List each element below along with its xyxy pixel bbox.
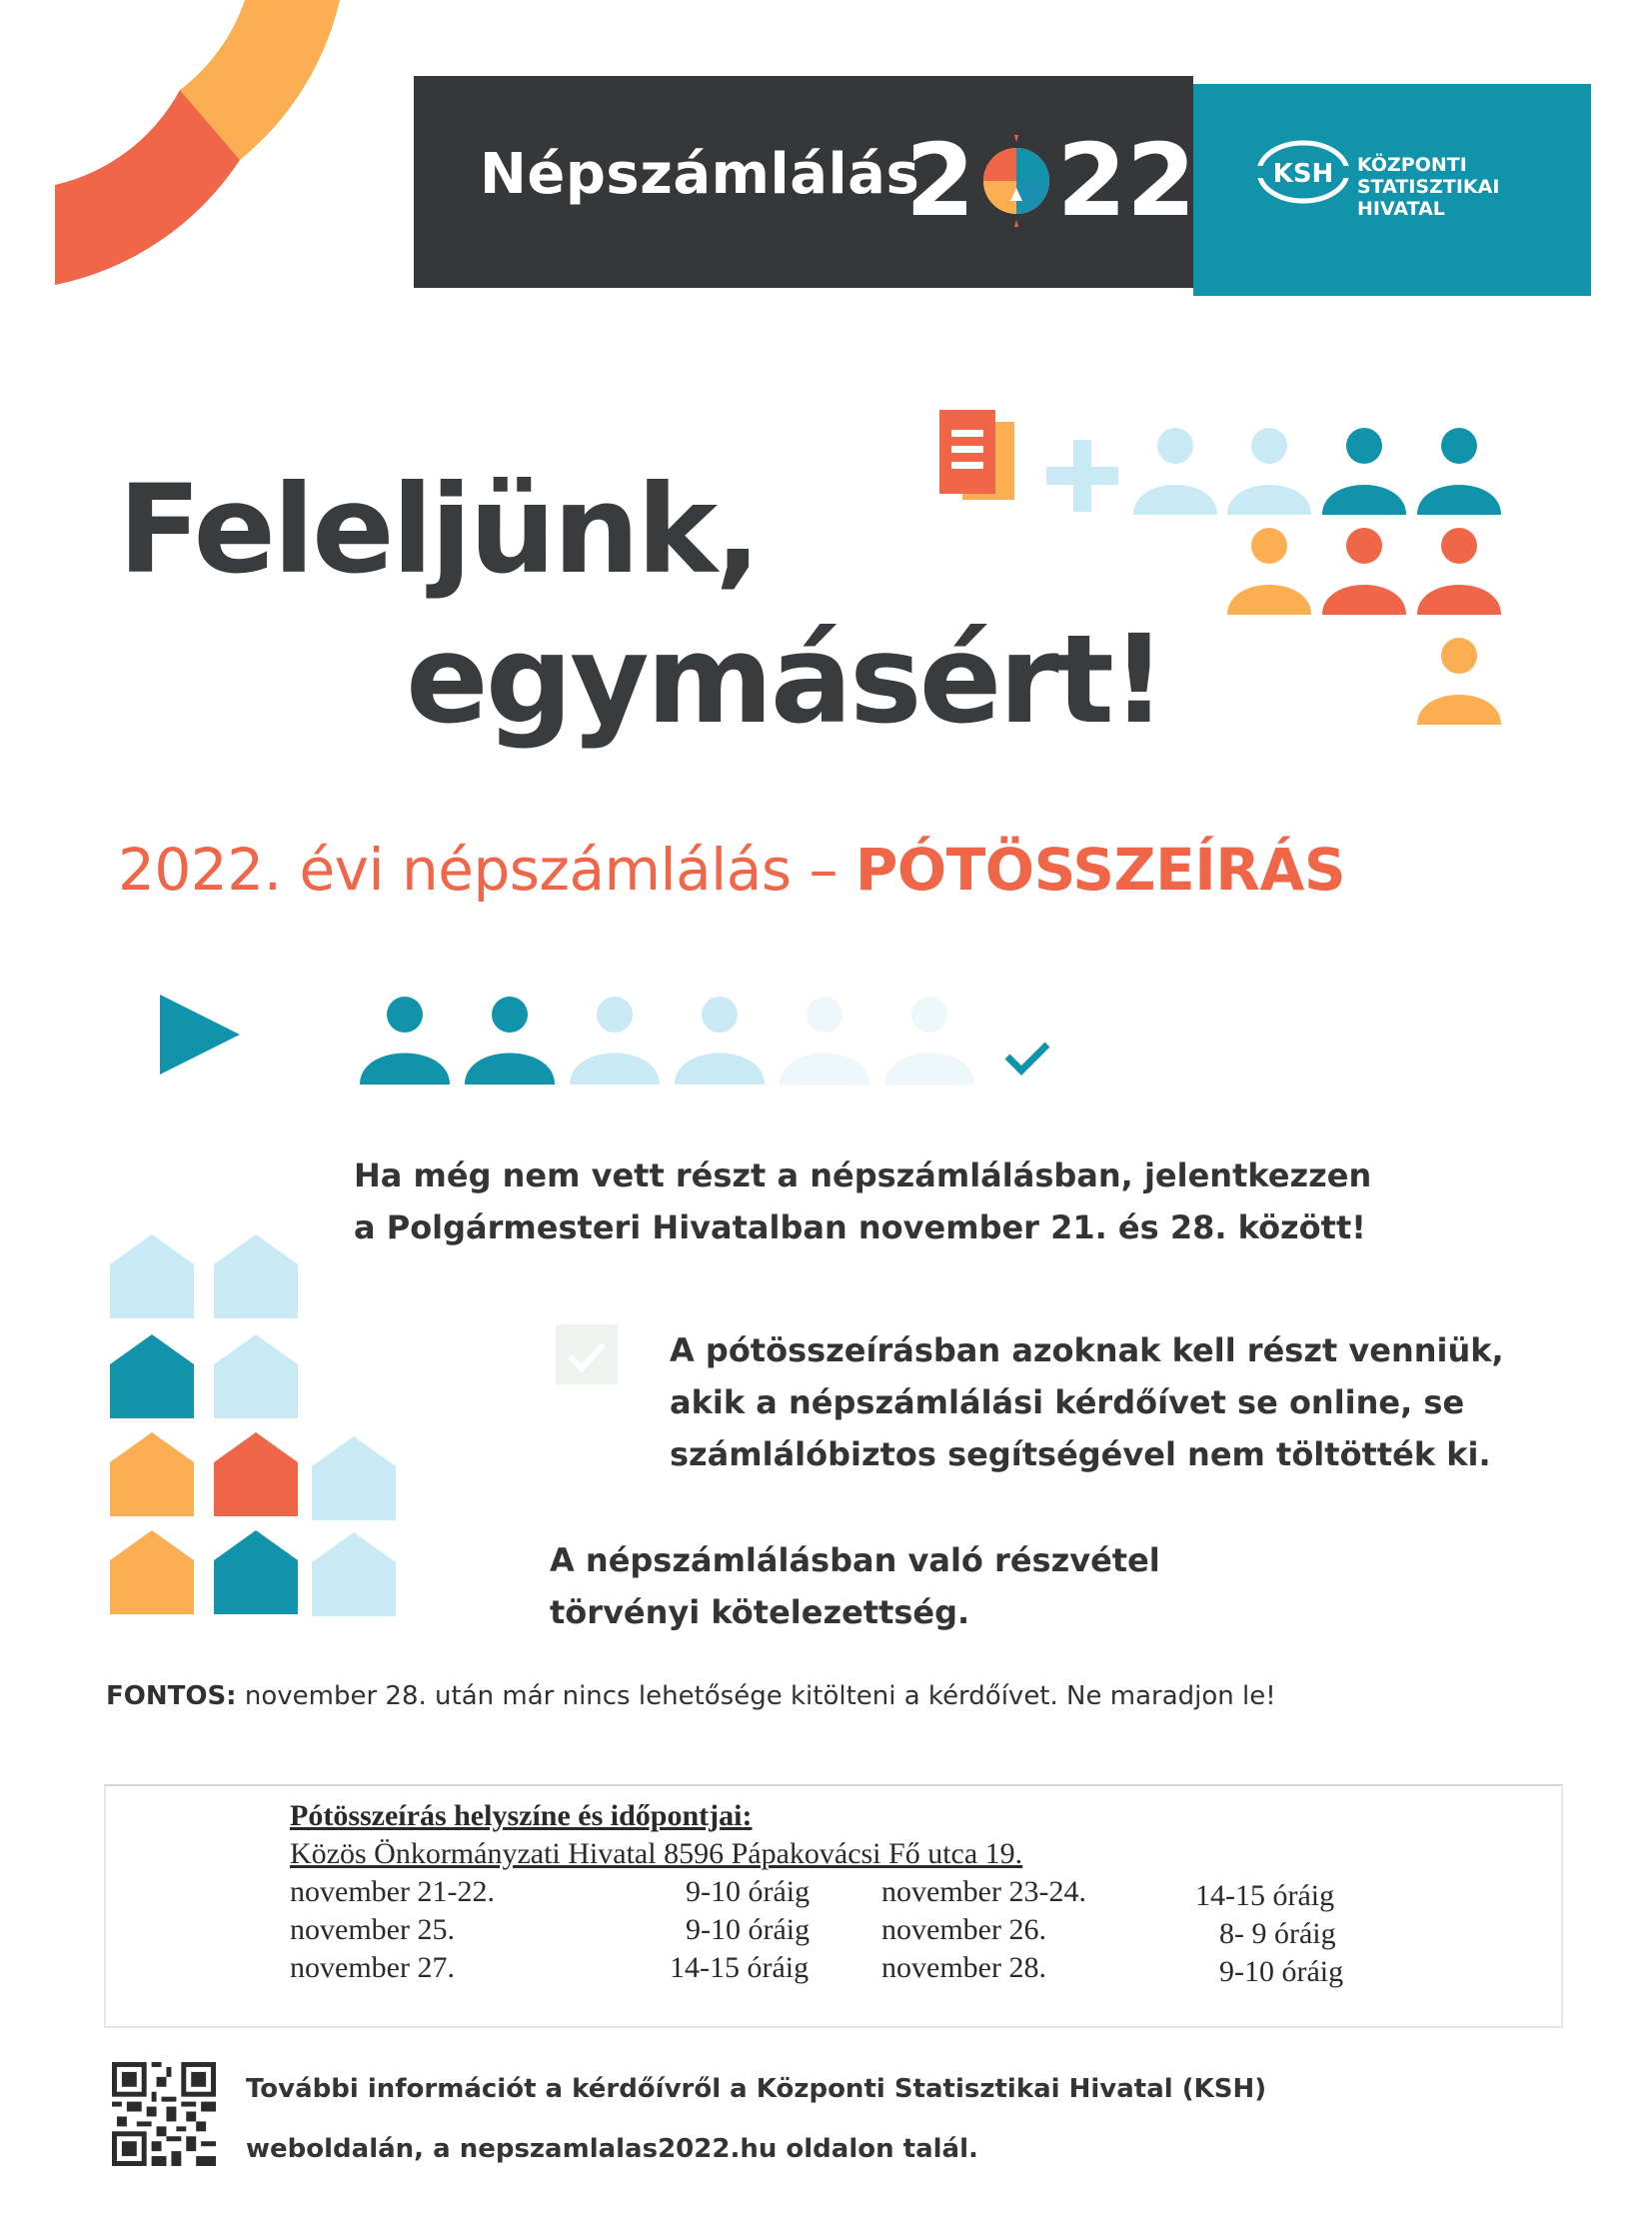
progress-illustration — [150, 985, 1069, 1095]
footer-line2-post: oldalon talál. — [777, 2134, 978, 2164]
ksh-logo — [1255, 140, 1351, 204]
subtitle — [118, 836, 1345, 904]
schedule-day: november 28. — [881, 1951, 1046, 1984]
footer-line2 — [246, 2119, 1266, 2179]
headline-line1: Feleljünk, — [118, 459, 759, 601]
intro-line: a Polgármesteri Hivatalban november 21. és 28. között! — [354, 1208, 1366, 1246]
important-label: FONTOS: — [106, 1681, 237, 1711]
footer-line2-pre: weboldalán, a — [246, 2134, 460, 2164]
house-icon — [214, 1334, 298, 1418]
ksh-name — [1357, 154, 1499, 220]
ksh-logo-abbr: KSH — [1272, 159, 1334, 189]
schedule-day: november 25. — [290, 1913, 455, 1946]
house-icon — [312, 1436, 396, 1520]
schedule-time: 9-10 óráig — [686, 1875, 811, 1908]
schedule-day: november 21-22. — [290, 1875, 495, 1908]
person-icon — [465, 997, 555, 1085]
ksh-name-line: HIVATAL — [1357, 198, 1445, 220]
subtitle-highlight: PÓTÖSSZEÍRÁS — [854, 836, 1346, 904]
corner-arc-decoration — [0, 0, 360, 300]
obligation-line: törvényi kötelezettség. — [550, 1593, 970, 1631]
pie-zero-icon — [979, 131, 1053, 231]
schedule-title: Pótösszeírás helyszíne és időpontjai: — [290, 1799, 753, 1832]
banner-year — [905, 122, 1196, 239]
headline — [118, 455, 1164, 755]
intro-paragraph — [354, 1149, 1371, 1253]
intro-line: Ha még nem vett részt a népszámlálásban, jelentkezzen — [354, 1156, 1372, 1194]
headline-line2: egymásért! — [406, 609, 1164, 751]
qr-code — [112, 2062, 216, 2166]
footer-line: További információt a kérdőívről a Központi Statisztikai Hivatal (KSH) — [246, 2074, 1267, 2104]
person-icon — [360, 997, 450, 1085]
person-icon-row2 — [1227, 528, 1501, 615]
obligation-paragraph — [550, 1534, 1160, 1638]
schedule-time: 9-10 óráig — [1219, 1955, 1344, 1988]
obligation-line: A népszámlálásban való részvétel — [550, 1541, 1160, 1579]
schedule-day: november 23-24. — [881, 1875, 1086, 1908]
banner-title: Népszámlálás — [480, 142, 920, 207]
footer-info — [246, 2059, 1266, 2179]
house-icon — [110, 1334, 194, 1418]
year-digit-left: 2 — [905, 122, 975, 239]
eligibility-line: számlálóbiztos segítségével nem töltötték ki. — [670, 1435, 1491, 1473]
person-icon — [570, 997, 660, 1085]
person-icon — [780, 997, 869, 1085]
house-icon — [214, 1234, 298, 1318]
schedule-time: 8- 9 óráig — [1219, 1917, 1336, 1950]
eligibility-line: akik a népszámlálási kérdőívet se online, se — [670, 1383, 1465, 1421]
house-icon — [110, 1432, 194, 1516]
person-icon-row3 — [1417, 638, 1501, 725]
schedule-time: 14-15 óráig — [670, 1951, 810, 1984]
year-digit-right: 22 — [1056, 122, 1196, 239]
play-arrow-icon — [160, 995, 240, 1075]
eligibility-paragraph — [670, 1324, 1504, 1480]
important-text: november 28. után már nincs lehetősége kitölteni a kérdőívet. Ne maradjon le! — [236, 1681, 1276, 1711]
houses-illustration — [100, 1234, 420, 1634]
important-note — [106, 1681, 1276, 1711]
person-icon — [884, 997, 974, 1085]
checkmark-icon — [1007, 1045, 1047, 1071]
faint-check-icon — [556, 1324, 618, 1384]
schedule-day: november 27. — [290, 1951, 455, 1984]
schedule-time: 14-15 óráig — [1195, 1879, 1335, 1912]
person-icon-row1 — [1133, 428, 1501, 515]
schedule-time: 9-10 óráig — [686, 1913, 811, 1946]
website-link[interactable]: nepszamlalas2022.hu — [459, 2134, 778, 2164]
ksh-name-line: KÖZPONTI — [1357, 154, 1467, 176]
schedule-day: november 26. — [881, 1913, 1046, 1946]
eligibility-line: A pótösszeírásban azoknak kell részt venniük, — [670, 1331, 1504, 1369]
house-icon — [312, 1532, 396, 1616]
house-icon — [110, 1234, 194, 1318]
house-icon — [214, 1530, 298, 1614]
person-icon — [675, 997, 765, 1085]
schedule-address: Közös Önkormányzati Hivatal 8596 Pápakovácsi Fő utca 19. — [290, 1837, 1023, 1870]
house-icon — [214, 1432, 298, 1516]
house-icon — [110, 1530, 194, 1614]
ksh-name-line: STATISZTIKAI — [1357, 176, 1500, 198]
subtitle-lead: 2022. évi népszámlálás – — [118, 836, 855, 904]
